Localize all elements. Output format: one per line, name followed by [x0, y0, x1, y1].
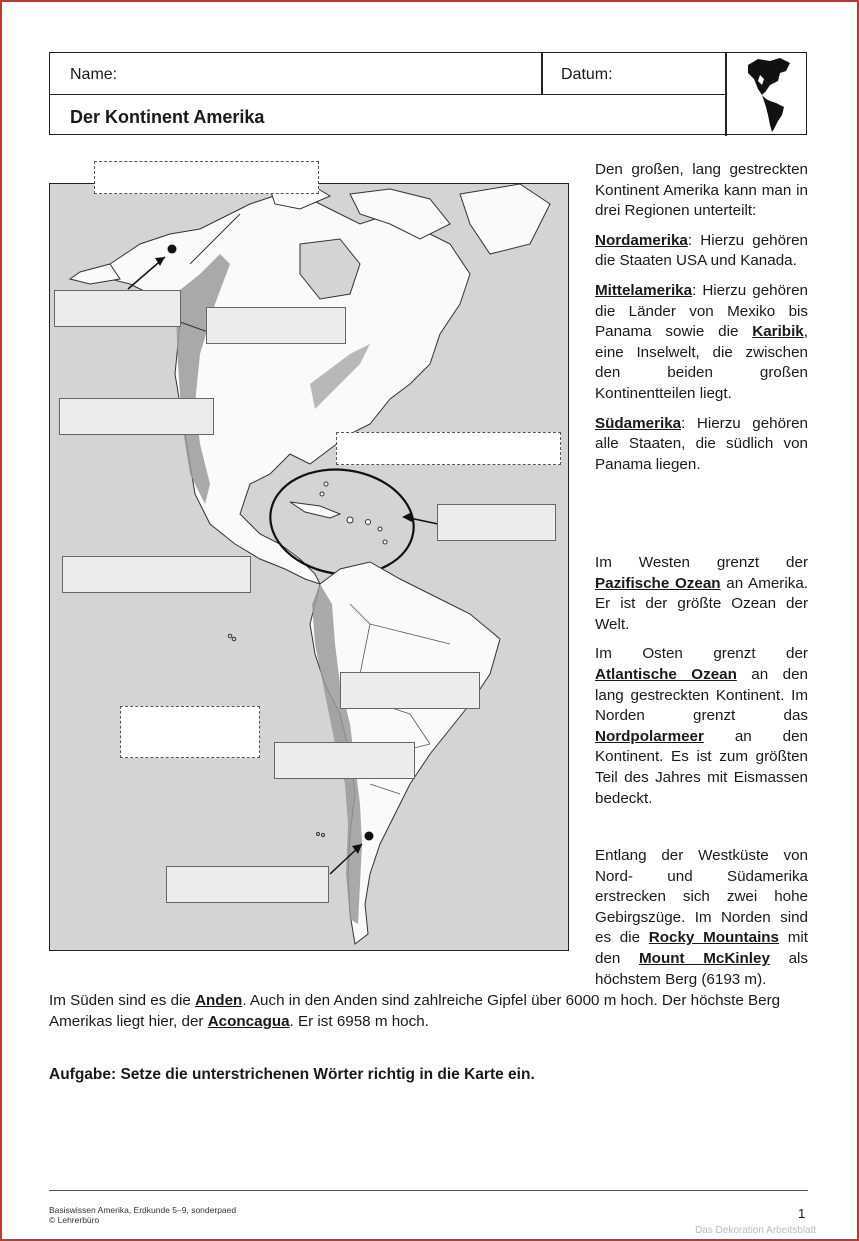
- atlantik-text-2: an den lang gestreckten Kontinent. Im Norden grenzt das: [595, 665, 808, 725]
- worksheet-title: Der Kontinent Amerika: [70, 107, 265, 127]
- nordamerika-text: : Hierzu gehören die Staaten USA und Kanada.: [595, 231, 808, 270]
- term-nordpolarmeer: Nordpolarmeer: [595, 727, 704, 745]
- gebirge-text: Entlang der Westküste von Nord- und Südamerika erstrecken sich zwei hohe Gebirgszüge. Im Norden sind es die: [595, 847, 808, 947]
- mount-mckinley-marker: [168, 245, 177, 254]
- label-box-pazifik[interactable]: [120, 706, 260, 758]
- north-america-landmass: [110, 194, 470, 584]
- term-pazifik: Pazifische Ozean: [595, 574, 721, 592]
- nordpolarmeer-text: an den Kontinent. Es ist zum größten Teil des Jahres mit Eismassen bedeckt.: [595, 727, 808, 807]
- term-atlantik: Atlantische Ozean: [595, 665, 737, 683]
- label-box-anden[interactable]: [274, 742, 415, 779]
- aconcagua-marker: [365, 832, 374, 841]
- caribbean-island: [366, 520, 371, 525]
- watermark: Das Dekoration Arbeitsblatt: [695, 1225, 817, 1236]
- intro-paragraph: [595, 160, 808, 222]
- side-text-mountains: [595, 846, 808, 999]
- side-text-oceans: [595, 553, 808, 818]
- term-anden: Anden: [195, 992, 243, 1009]
- mittelamerika-text-2: , eine Inselwelt, die zwischen den beiden großen Kontinentteilen liegt.: [595, 323, 808, 402]
- term-suedamerika: Südamerika: [595, 414, 682, 432]
- footer-source: Basiswissen Amerika, Erdkunde 5–9, sonderpaed: [49, 1205, 237, 1215]
- anden-text-2: . Auch in den Anden sind zahlreiche Gipfel über 6000 m hoch. Der höchste Berg Amerikas liegt hier, der: [49, 992, 781, 1030]
- nordamerika-paragraph: [595, 231, 808, 272]
- alaska: [70, 264, 120, 284]
- label-box-mittelamerika[interactable]: [62, 556, 251, 593]
- caribbean-island: [378, 527, 382, 531]
- pazifik-paragraph: [595, 553, 808, 635]
- caribbean-island: [383, 540, 387, 544]
- caribbean-island: [324, 482, 328, 486]
- pacific-island: [228, 634, 232, 638]
- suedamerika-text: : Hierzu gehören alle Staaten, die südlich von Panama liegen.: [595, 414, 808, 473]
- header-divider: [725, 53, 727, 136]
- atlantik-paragraph: [595, 644, 808, 809]
- atlantik-text: Im Osten grenzt der: [595, 645, 808, 663]
- task-instruction: Aufgabe: Setze die unterstrichenen Wörter richtig in die Karte ein.: [49, 1066, 535, 1083]
- caribbean-island: [347, 517, 353, 523]
- label-box-atlantik[interactable]: [336, 432, 561, 465]
- pazifik-text-2: an Amerika. Er ist der größte Ozean der Welt.: [595, 574, 808, 633]
- date-label: Datum:: [561, 66, 613, 83]
- gebirge-text-2: mit den: [595, 929, 808, 967]
- label-box-aconcagua[interactable]: [166, 866, 329, 903]
- anden-text: Im Süden sind es die: [49, 992, 196, 1009]
- caribbean-island: [320, 492, 324, 496]
- term-aconcagua: Aconcagua: [207, 1013, 290, 1030]
- label-box-karibik[interactable]: [437, 504, 556, 541]
- name-label: Name:: [70, 66, 118, 83]
- label-box-nordpolarmeer[interactable]: [94, 161, 319, 194]
- worksheet-header: [49, 52, 807, 135]
- pazifik-text: Im Westen grenzt der: [595, 554, 808, 571]
- mittelamerika-text: : Hierzu gehören die Länder von Mexiko bis Panama sowie die: [595, 281, 808, 341]
- side-text-regions: [595, 160, 808, 484]
- suedamerika-paragraph: [595, 414, 808, 476]
- full-width-paragraph: [49, 990, 809, 1032]
- pacific-island: [322, 834, 325, 837]
- baffin-island: [460, 184, 550, 254]
- footer-credits: [49, 1205, 236, 1225]
- mittelamerika-paragraph: [595, 281, 808, 405]
- term-mount-mckinley: Mount McKinley: [639, 949, 770, 967]
- gebirge-paragraph: [595, 846, 808, 990]
- americas-silhouette-icon: [740, 55, 800, 133]
- term-nordamerika: Nordamerika: [595, 231, 688, 249]
- header-top-row: [50, 53, 725, 95]
- aconcagua-text: . Er ist 6958 m hoch.: [289, 1013, 429, 1030]
- gebirge-text-3: als höchstem Berg (6193 m).: [595, 949, 808, 988]
- label-box-suedamerika[interactable]: [340, 672, 480, 709]
- term-karibik: Karibik: [752, 323, 804, 341]
- arrow-caribbean-head: [402, 512, 412, 522]
- term-mittelamerika: Mittelamerika: [595, 281, 693, 299]
- cuba: [290, 502, 340, 518]
- page-number: 1: [798, 1206, 806, 1221]
- header-divider: [541, 53, 543, 94]
- label-box-rocky-mountains[interactable]: [59, 398, 214, 435]
- label-box-mount-mckinley[interactable]: [54, 290, 181, 327]
- footer-copyright: © Lehrerbüro: [49, 1215, 100, 1225]
- intro-text: Den großen, lang gestreckten Kontinent Amerika kann man in drei Regionen unterteilt:: [595, 161, 808, 220]
- footer-divider: [49, 1190, 808, 1191]
- pacific-island: [317, 833, 320, 836]
- pacific-island: [232, 637, 236, 641]
- label-box-nordamerika[interactable]: [206, 307, 346, 344]
- term-rocky-mountains: Rocky Mountains: [648, 929, 780, 947]
